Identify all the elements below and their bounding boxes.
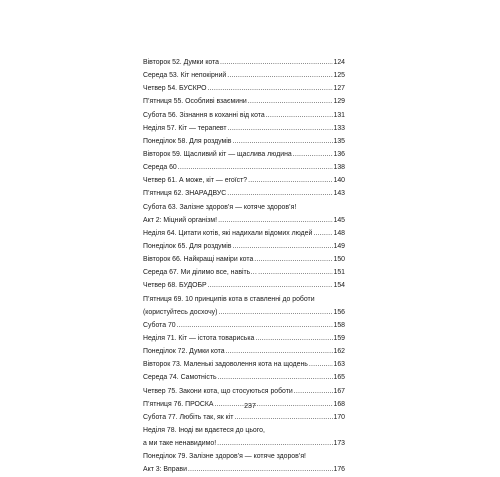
- toc-entry-title: Вівторок 66. Найкращі наміри кота: [143, 256, 254, 264]
- toc-entry: [143, 201, 345, 214]
- toc-entry-page: 148: [333, 229, 345, 237]
- toc-entry: [143, 463, 345, 476]
- toc-entry-title: Субота 77. Любіть так, як кіт: [143, 413, 234, 421]
- toc-entry-page: 150: [333, 256, 345, 264]
- toc-entry: [143, 122, 345, 135]
- dot-leader: [218, 214, 332, 227]
- toc-entry: [143, 240, 345, 253]
- page-number: 237: [244, 403, 256, 410]
- toc-entry: [143, 385, 345, 398]
- toc-entry: [143, 56, 345, 69]
- toc-entry: [143, 227, 345, 240]
- toc-entry-title: П’ятниця 69. 10 принципів кота в ставленні до роботи: [143, 295, 315, 303]
- toc-entry: [143, 253, 345, 266]
- toc-entry-page: 145: [333, 216, 345, 224]
- dot-leader: [217, 437, 332, 450]
- toc-entry-title: Вівторок 52. Думки кота: [143, 59, 220, 66]
- dot-leader: [188, 463, 333, 476]
- toc-entry-page: 151: [333, 269, 345, 277]
- toc-entry-title: Середа 74. Самотність: [143, 374, 217, 382]
- toc-entry: [143, 358, 345, 371]
- dot-leader: [208, 279, 333, 292]
- toc-entry-page: 129: [333, 98, 345, 106]
- toc-entry-page: 136: [333, 150, 345, 158]
- dot-leader: [226, 345, 333, 358]
- toc-entry: [143, 450, 345, 463]
- toc-entry-title: Четвер 75. Закони кота, що стосуються роботи: [143, 387, 293, 395]
- toc-entry: [143, 371, 345, 384]
- dot-leader: [309, 358, 333, 371]
- dot-leader: [248, 95, 333, 108]
- toc-entry-title: (користуйтесь досхочу): [143, 308, 218, 316]
- table-of-contents: [143, 56, 345, 477]
- toc-entry-page: 140: [333, 177, 345, 185]
- toc-entry-title: Середа 67. Ми ділимо все, навіть…: [143, 269, 258, 277]
- dot-leader: [254, 253, 332, 266]
- toc-entry-page: 125: [333, 72, 345, 80]
- toc-entry-title: Вівторок 73. Маленькі задоволення кота на щодень: [143, 361, 308, 369]
- toc-entry: [143, 161, 345, 174]
- toc-entry-page: 127: [333, 85, 345, 93]
- toc-entry: [143, 174, 345, 187]
- toc-entry-title: Неділя 71. Кіт — істота товариська: [143, 334, 255, 342]
- toc-entry: [143, 187, 345, 200]
- dot-leader: [313, 227, 332, 240]
- toc-entry-title: Середа 53. Кіт непокірний: [143, 72, 227, 80]
- dot-leader: [255, 332, 332, 345]
- toc-entry: [143, 437, 345, 450]
- toc-entry: [143, 266, 345, 279]
- dot-leader: [218, 306, 332, 319]
- toc-entry-title: П’ятниця 62. ЗНАРАДВУС: [143, 190, 227, 198]
- toc-entry: [143, 332, 345, 345]
- toc-entry-title: Акт 2: Міцний організм!: [143, 216, 218, 224]
- toc-entry-title: П’ятниця 76. ПРОСКА: [143, 400, 214, 408]
- toc-entry: [143, 424, 345, 437]
- toc-entry: [143, 95, 345, 108]
- toc-entry: [143, 135, 345, 148]
- toc-entry-page: 135: [333, 137, 345, 145]
- toc-entry: [143, 69, 345, 82]
- toc-entry-title: Субота 70: [143, 321, 176, 329]
- toc-entry-title: Понеділок 65. Для роздумів: [143, 242, 232, 250]
- toc-entry-page: 168: [333, 400, 345, 408]
- toc-entry-title: Неділя 64. Цитати котів, які надихали відомих людей: [143, 229, 313, 237]
- dot-leader: [208, 82, 333, 95]
- dot-leader: [177, 319, 333, 332]
- toc-entry-title: Неділя 78. Іноді ви вдаєтеся до цього,: [143, 426, 265, 434]
- toc-entry-page: 170: [333, 413, 345, 421]
- toc-entry-page: 167: [333, 387, 345, 395]
- toc-entry: [143, 293, 345, 306]
- toc-entry-page: 133: [333, 124, 345, 132]
- toc-entry-title: Четвер 68. БУДОБР: [143, 282, 207, 290]
- toc-entry-title: Четвер 61. А може, кіт — егоїст?: [143, 177, 248, 185]
- toc-entry: [143, 345, 345, 358]
- toc-entry-page: 149: [333, 242, 345, 250]
- dot-leader: [232, 240, 332, 253]
- toc-entry-title: П’ятниця 55. Особливі взаємини: [143, 98, 247, 106]
- dot-leader: [220, 56, 332, 69]
- toc-entry-title: Вівторок 59. Щасливий кіт — щаслива людина: [143, 150, 292, 158]
- dot-leader: [294, 385, 333, 398]
- dot-leader: [266, 109, 333, 122]
- dot-leader: [293, 148, 333, 161]
- dot-leader: [178, 161, 333, 174]
- toc-entry-page: 162: [333, 348, 345, 356]
- toc-entry-page: 165: [333, 374, 345, 382]
- toc-entry-title: Середа 60: [143, 164, 177, 172]
- toc-entry-page: 163: [333, 361, 345, 369]
- dot-leader: [227, 69, 332, 82]
- toc-entry-title: Понеділок 79. Залізне здоров’я — котяче здоров’я!: [143, 453, 306, 461]
- toc-entry: [143, 214, 345, 227]
- toc-entry-page: 131: [333, 111, 345, 119]
- dot-leader: [228, 122, 333, 135]
- dot-leader: [218, 371, 333, 384]
- toc-entry: [143, 109, 345, 122]
- toc-entry-page: 138: [333, 164, 345, 172]
- toc-entry: [143, 148, 345, 161]
- toc-entry-title: Понеділок 58. Для роздумів: [143, 137, 232, 145]
- toc-entry-page: 143: [333, 190, 345, 198]
- toc-entry-title: Понеділок 72. Думки кота: [143, 348, 225, 356]
- toc-entry-title: а ми таке ненавидимо!: [143, 440, 217, 448]
- toc-entry-title: Неділя 57. Кіт — терапевт: [143, 124, 227, 132]
- toc-entry-page: 124: [333, 59, 345, 66]
- toc-entry-page: 176: [333, 466, 345, 474]
- toc-entry-page: 154: [333, 282, 345, 290]
- toc-entry: [143, 411, 345, 424]
- toc-entry: [143, 319, 345, 332]
- toc-entry-title: Акт 3: Вправи: [143, 466, 187, 474]
- toc-entry-page: 159: [333, 334, 345, 342]
- toc-entry-page: 173: [333, 440, 345, 448]
- dot-leader: [248, 174, 332, 187]
- toc-entry: [143, 82, 345, 95]
- toc-entry-page: 156: [333, 308, 345, 316]
- dot-leader: [234, 411, 332, 424]
- toc-entry: [143, 279, 345, 292]
- dot-leader: [258, 266, 332, 279]
- dot-leader: [227, 187, 332, 200]
- toc-entry-title: Субота 63. Залізне здоров’я — котяче здоров’я!: [143, 203, 297, 211]
- toc-entry: [143, 306, 345, 319]
- dot-leader: [232, 135, 332, 148]
- toc-entry-title: Субота 56. Зізнання в коханні від кота: [143, 111, 265, 119]
- toc-entry-page: 158: [333, 321, 345, 329]
- toc-entry-title: Четвер 54. БУСКРО: [143, 85, 207, 93]
